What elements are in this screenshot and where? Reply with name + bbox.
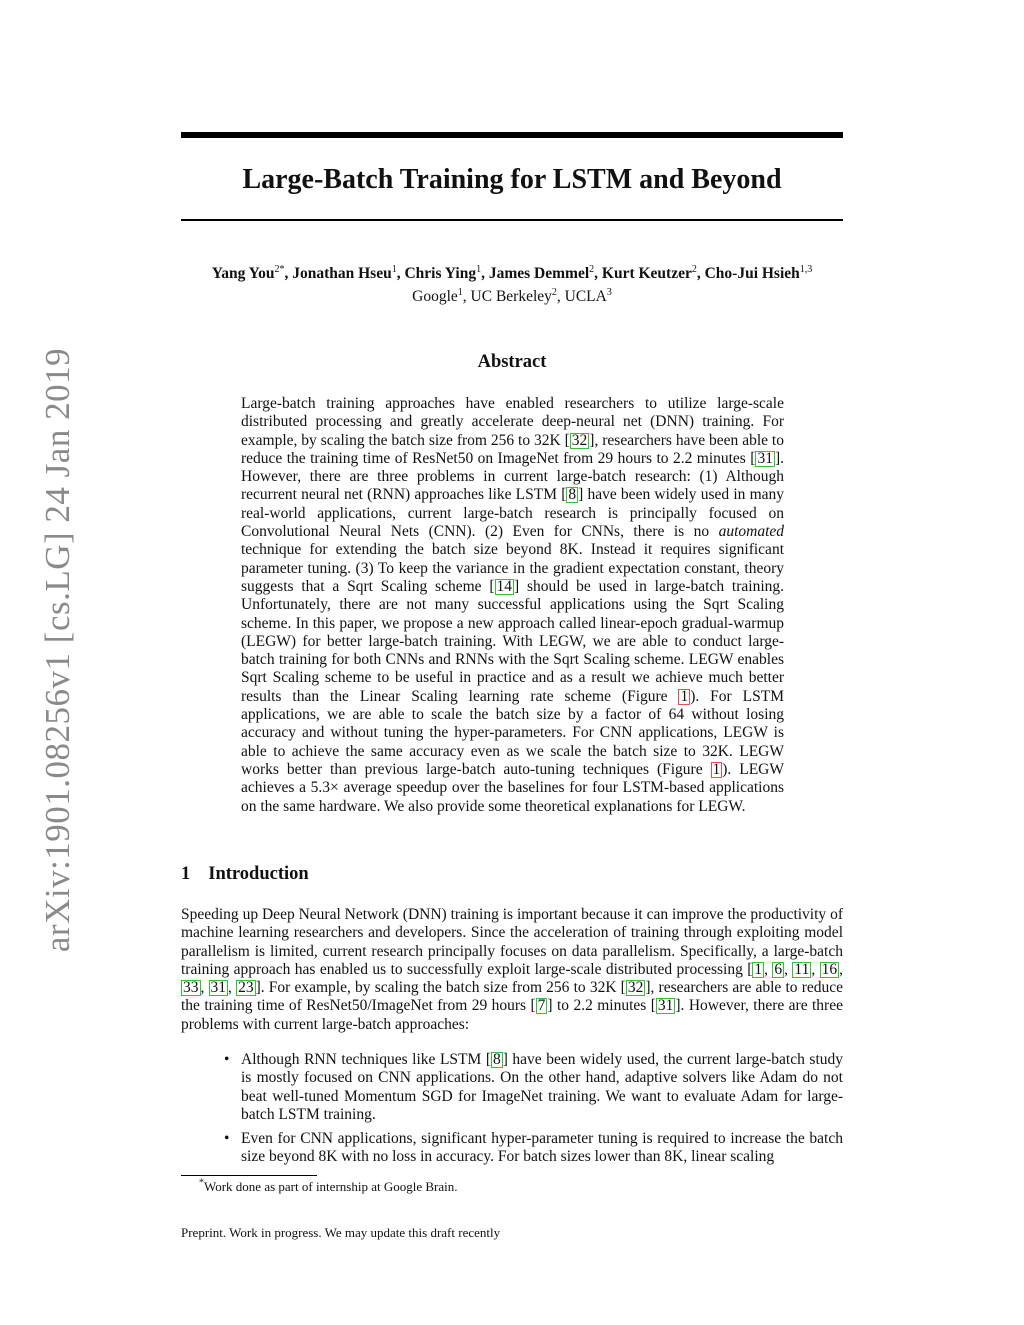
footnote	[199, 1179, 457, 1195]
author-name: Chris Ying	[404, 265, 477, 282]
affiliation-mark: 1	[457, 286, 463, 298]
citation-link[interactable]: 32	[627, 979, 644, 997]
author-affiliation-mark: 1,3	[799, 263, 813, 275]
bullet-text: ] have been widely used, the current large-batch study is mostly focused on CNN applications. On the other hand, adaptive solvers like Adam do not beat well-tuned Momentum SGD for ImageNet training. We want to evaluate Adam for large-batch LSTM training.	[241, 1051, 843, 1123]
abstract-text: should be used in large-batch training. Unfortunately, there are not many successful applications using the Sqrt Scaling scheme. In this paper, we propose a new approach called linear-epoch gradual-warmup (LEGW) for better large-batch training. With LEGW, we are able to conduct large-batch training for both CNNs and RNNs with the Sqrt Scaling scheme. LEGW enables Sqrt Scaling scheme to be useful in practice and as a result we achieve much better results than the Linear Scaling learning rate scheme (Figure	[241, 577, 785, 705]
citation-link[interactable]: 7	[537, 997, 546, 1015]
bullet-item: Even for CNN applications, significant hyper-parameter tuning is required to increase the batch size beyond 8K with no loss in accuracy. For batch sizes lower than 8K, linear scaling	[241, 1130, 843, 1166]
intro-text: ], researchers are able to reduce the training time of ResNet50/ImageNet from 29 hours [	[181, 979, 844, 1015]
citation-link[interactable]: 23	[238, 979, 254, 997]
citation-link[interactable]: 1	[754, 960, 763, 978]
intro-text: ] to 2.2 minutes [	[547, 997, 656, 1015]
citation-link[interactable]: 31	[657, 997, 674, 1015]
section-heading	[181, 864, 309, 885]
citation-link[interactable]: 31	[757, 449, 773, 467]
affiliation-name: Google	[412, 288, 458, 305]
bullet-marker: •	[224, 1130, 230, 1147]
paper-title: Large-Batch Training for LSTM and Beyond	[242, 164, 782, 195]
affiliation-mark: 3	[606, 286, 612, 298]
author-affiliation-mark: 2	[589, 263, 595, 275]
section-title: Introduction	[208, 864, 309, 884]
author-name: Yang You	[211, 265, 275, 282]
citation-link[interactable]: 8	[492, 1051, 501, 1068]
affiliation-mark: 2	[551, 286, 557, 298]
title-bottom-rule	[181, 219, 843, 221]
abstract-heading: Abstract	[477, 352, 547, 372]
author-name: James Demmel	[488, 265, 590, 282]
author-affiliation-mark: 2	[274, 263, 280, 275]
preprint-notice: Preprint. Work in progress. We may update this draft recently	[181, 1225, 501, 1240]
affiliation-name: UC Berkeley	[470, 288, 552, 305]
citation-link[interactable]: 16	[821, 960, 838, 978]
author-affiliation-mark: 1	[476, 263, 482, 275]
author-name: Kurt Keutzer	[601, 265, 692, 282]
footnote-text: Work done as part of internship at Google Brain.	[204, 1179, 458, 1194]
citation-link[interactable]: 14	[496, 577, 513, 595]
abstract-text: ). For LSTM applications, we are able to scale the batch size by a factor of 64 without losing accuracy and without tuning the hyper-parameters. For CNN applications, LEGW is able to achieve the same accuracy even as we scale the batch size to 32K. LEGW works better than previous large-batch auto-tuning techniques (Figure	[241, 687, 784, 778]
citation-link[interactable]: 6	[774, 960, 783, 978]
citation-link[interactable]: 11	[794, 960, 810, 978]
introduction-paragraph: Speeding up Deep Neural Network (DNN) training is important because it can improve the productivity of machine learning researchers and developers. Since the acceleration of training through exploiting model parallelism is limited, current research principally focuses on data parallelism. Specifically, a large-batch training approach has enabled us to successfully exploit large-scale distributed processing [ 1 , 6 , 11 , 16 , 33 , 31 , 23 ]. For example, by scaling the batch size from 256 to 32K [ 32 ], researchers are able to reduce the training time of ResNet50/ImageNet from 29 hours [ 7 ] to 2.2 minutes [ 31 ]. However, there are three problems with current large-batch approaches:	[181, 906, 844, 1033]
affiliation-list: Google$^1$, UC Berkeley$^2$, UCLA$^3$	[412, 286, 612, 305]
emphasized-word: automated	[718, 523, 784, 541]
section-number: 1	[181, 864, 191, 884]
bullet-text: Although RNN techniques like LSTM [	[241, 1051, 491, 1068]
figure-reference-link[interactable]: 1	[712, 760, 721, 778]
author-affiliation-mark: 2	[691, 263, 697, 275]
footnote-mark: *	[279, 263, 285, 275]
abstract-text: ). LEGW achieves a 5.3× average speedup over the baselines for four LSTM-based applications on the same hardware. We also provide some theoretical explanations for LEGW.	[241, 760, 784, 815]
author-name: Jonathan Hseu	[292, 265, 392, 282]
intro-text: ]. For example, by scaling the batch size from 256 to 32K [	[255, 979, 626, 997]
bullet-marker: •	[224, 1051, 230, 1068]
figure-reference-link[interactable]: 1	[680, 687, 689, 705]
abstract-body: Large-batch training approaches have enabled researchers to utilize large-scale distributed processing and greatly accelerate deep-neural net (DNN) training. For example, by scaling the batch size from 256 to 32K [ 32 ], researchers have been able to reduce the training time of ResNet50 on ImageNet from 29 hours to 2.2 minutes [ 31 ]. However, there are three problems in current large-batch research: (1) Although recurrent neural net (RNN) approaches like LSTM [ 8 ] have been widely used in many real-world applications, current large-batch research is principally focused on Convolutional Neural Nets (CNN). (2) Even for CNNs, there is no automated technique for extending the batch size beyond 8K. Instead it requires significant parameter tuning. (3) To keep the variance in the gradient expectation constant, theory suggests that a Sqrt Scaling scheme [ 14 ] should be used in large-batch training. Unfortunately, there are not many successful applications using the Sqrt Scaling scheme. In this paper, we propose a new approach called linear-epoch gradual-warmup (LEGW) for better large-batch training. With LEGW, we are able to conduct large-batch training for both CNNs and RNNs with the Sqrt Scaling scheme. LEGW enables Sqrt Scaling scheme to be useful in practice and as a result we achieve much better results than the Linear Scaling learning rate scheme (Figure 1 ). For LSTM applications, we are able to scale the batch size by a factor of 64 without losing accuracy and without tuning the hyper-parameters. For CNN applications, LEGW is able to achieve the same accuracy even as we scale the batch size to 32K. LEGW works better than previous large-batch auto-tuning techniques (Figure 1 ). LEGW achieves a 5.3× average speedup over the baselines for four LSTM-based applications on the same hardware. We also provide some theoretical explanations for LEGW.	[241, 395, 785, 815]
footnote-mark: *	[199, 1177, 204, 1189]
intro-text: Speeding up Deep Neural Network (DNN) training is important because it can improve the productivity of machine learning researchers and developers. Since the acceleration of training through exploiting model parallelism is limited, current research principally focuses on data parallelism. Specifically, a large-batch training approach has enabled us to successfully exploit large-scale distributed processing [	[181, 906, 843, 978]
title-top-rule	[181, 132, 843, 138]
bullet-item	[241, 1051, 843, 1124]
author-list: Yang You$^{2*}$, Jonathan Hseu$^1$, Chris Ying$^1$, James Demmel$^2$, Kurt Keutzer$^2$, Cho-Jui Hsieh$^{1,3}$	[211, 263, 813, 282]
author-name: Cho-Jui Hsieh	[704, 265, 800, 282]
abstract-text: technique for extending the batch size beyond 8K. Instead it requires significant parameter tuning. (3) To keep the variance in the gradient expectation constant, theory suggests that a Sqrt Scaling scheme	[241, 541, 784, 595]
citation-link[interactable]: 32	[571, 431, 588, 449]
intro-text: ]. However, there are three problems with current large-batch approaches:	[181, 997, 843, 1033]
affiliation-name: UCLA	[564, 288, 607, 305]
author-affiliation-mark: 1	[391, 263, 397, 275]
abstract-text: have been widely used in many real-world applications, current large-batch research is principally focused on Convolutional Neural Nets (CNN). (2) Even for CNNs, there is no	[241, 486, 785, 541]
citation-link[interactable]: 31	[210, 979, 227, 997]
abstract-text: . However, there are three problems in current large-batch research: (1) Although recurrent neural net (RNN) approaches like LSTM	[241, 449, 784, 504]
abstract-text: Large-batch training approaches have enabled researchers to utilize large-scale distributed processing and greatly accelerate deep-neural net (DNN) training. For example, by scaling the batch size from 256 to 32K	[241, 395, 784, 449]
citation-link[interactable]: 33	[183, 979, 199, 997]
citation-link[interactable]: 8	[568, 486, 577, 504]
footnote-rule	[181, 1175, 317, 1176]
abstract-text: , researchers have been able to reduce the training time of ResNet50 on ImageNet from 29 hours to 2.2 minutes	[241, 431, 784, 467]
arxiv-identifier-stamp: arXiv:1901.08256v1 [cs.LG] 24 Jan 2019	[38, 347, 77, 953]
